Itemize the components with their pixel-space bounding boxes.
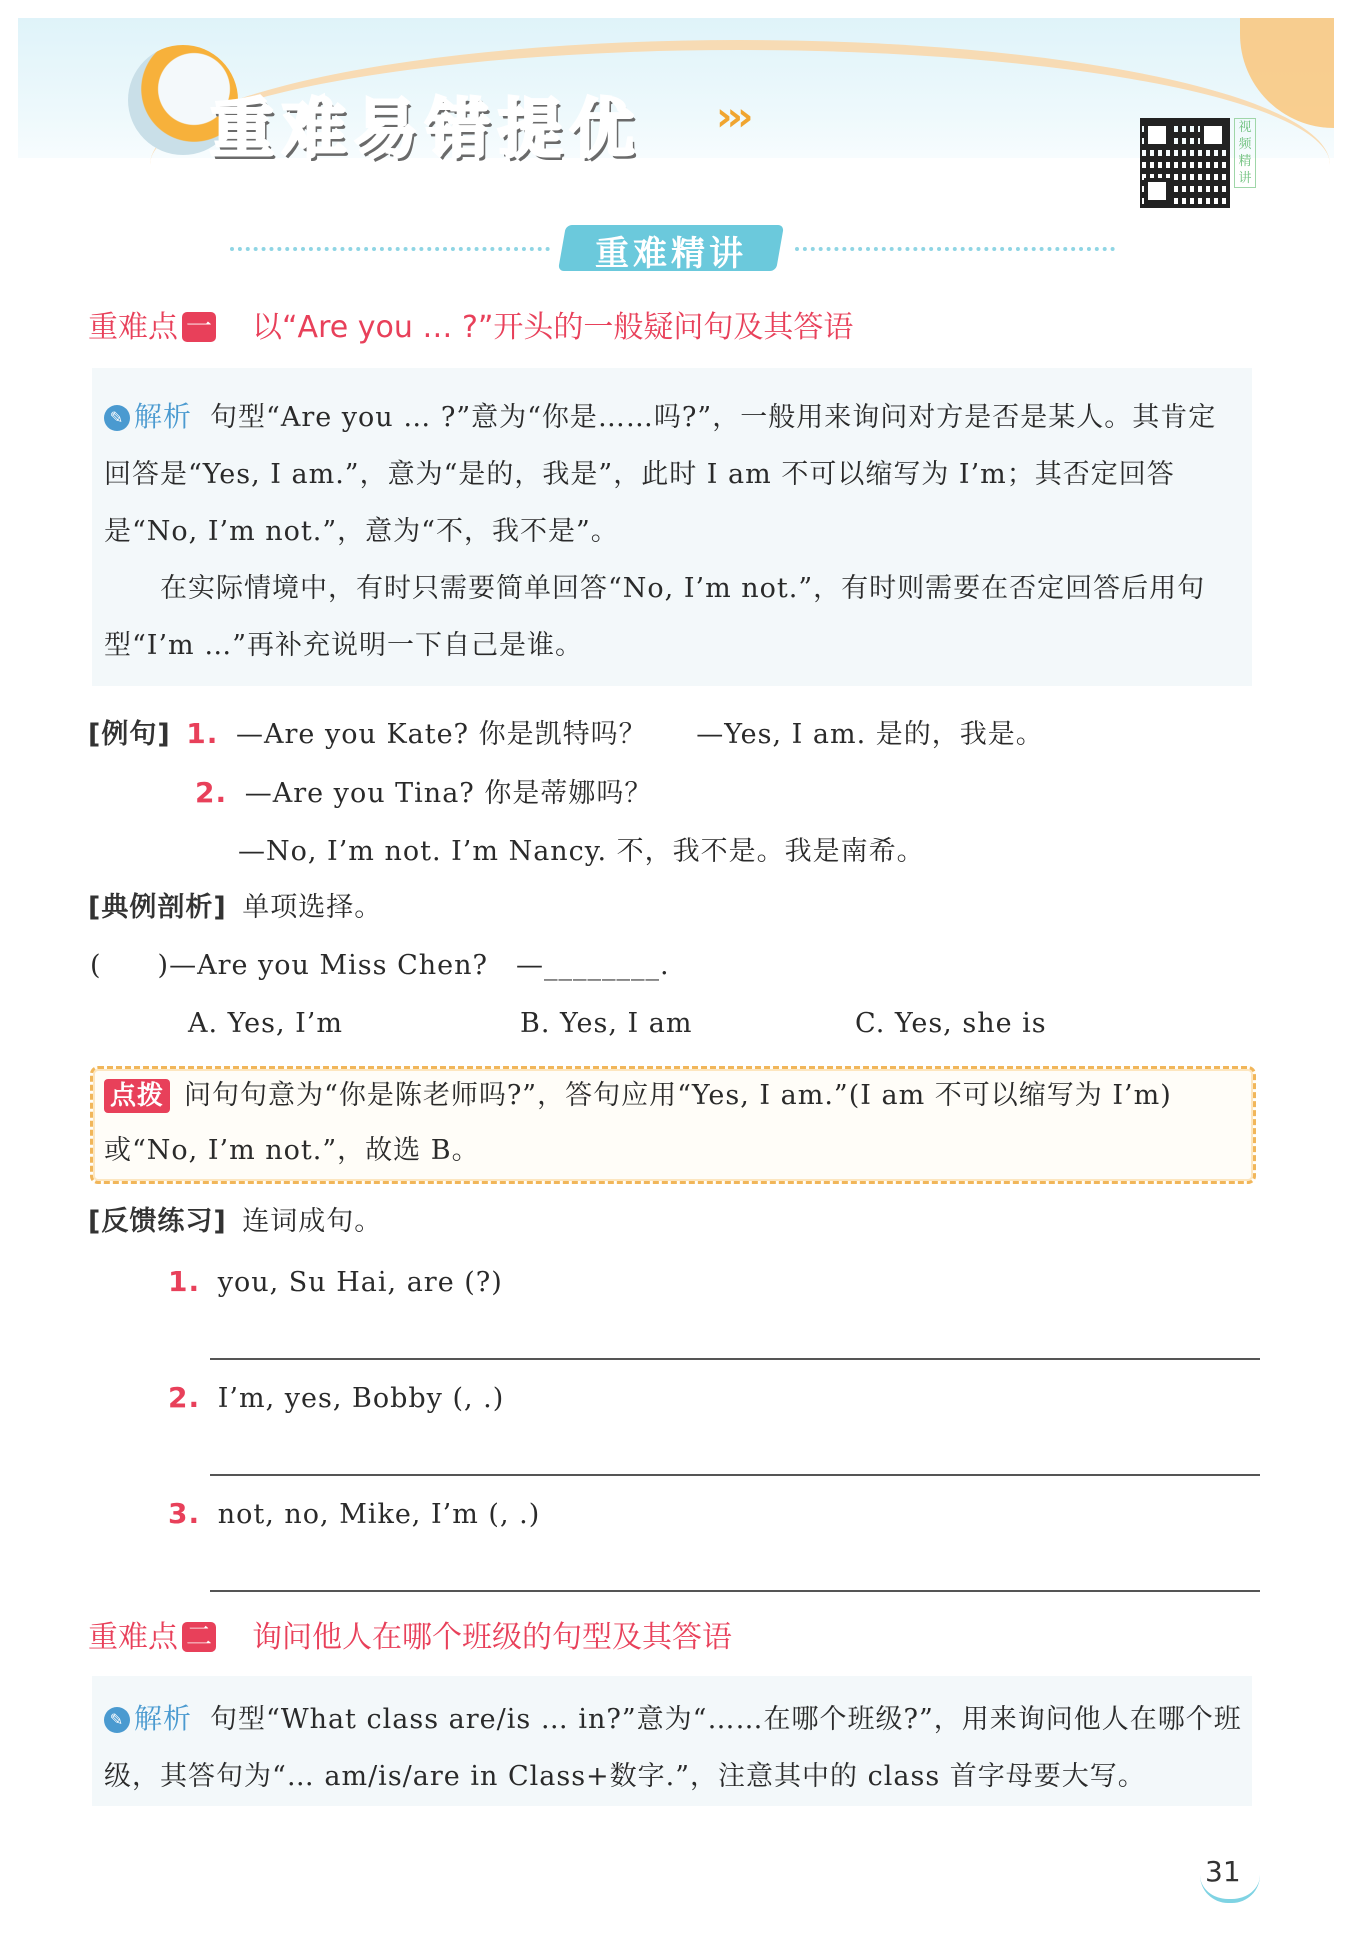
section1-heading	[88, 302, 853, 346]
analysis-paragraph-1: 句型“Are you … ?”意为“你是……吗?”，一般用来询问对方是否是某人。其肯定回答是“Yes, I am.”，意为“是的，我是”，此时 I am 不可以缩写为 I’m；其否定回答是“No, I’m not.”，意为“不，我不是”。	[104, 402, 1217, 547]
section2-number: 二	[182, 1622, 216, 1652]
dotted-divider-right	[795, 247, 1115, 251]
example-question: —Are you Kate? 你是凯特吗？	[236, 719, 647, 750]
answer-line-2[interactable]	[210, 1474, 1260, 1476]
practice-instruction: 连词成句。	[242, 1206, 383, 1237]
qr-label: 视频精讲	[1234, 118, 1256, 188]
typical-example-heading	[88, 888, 382, 928]
section2-label: 重难点	[88, 1620, 178, 1655]
tip-badge: 点拨	[104, 1079, 170, 1113]
example-1	[88, 714, 1248, 755]
example-num: 1.	[186, 717, 219, 750]
example-2-answer: —No, I’m not. I’m Nancy. 不，我不是。我是南希。	[238, 836, 925, 867]
qr-code-icon[interactable]	[1140, 118, 1230, 208]
tip-content	[104, 1068, 1244, 1178]
qr-code-block[interactable]	[1140, 118, 1260, 206]
practice-item-1: 1. you, Su Hai, are (?)	[168, 1265, 503, 1298]
section2-heading	[88, 1612, 732, 1656]
example-answer: —Yes, I am. 是的，我是。	[696, 719, 1044, 750]
section1-number: 一	[182, 312, 216, 342]
section2-title: 询问他人在哪个班级的句型及其答语	[252, 1620, 733, 1655]
page-number-arc-decoration	[1200, 1875, 1260, 1903]
double-chevron-icon: ›››	[716, 94, 748, 140]
page-number: 31	[1205, 1855, 1241, 1888]
analysis-label: ✎ 解析	[104, 1702, 192, 1735]
practice-tag: [反馈练习]	[88, 1206, 227, 1237]
typical-instruction: 单项选择。	[242, 892, 383, 923]
examples-tag: [例句]	[88, 719, 171, 750]
answer-line-1[interactable]	[210, 1358, 1260, 1360]
practice-heading	[88, 1202, 382, 1242]
section1-title: 以“Are you … ?”开头的一般疑问句及其答语	[252, 310, 854, 345]
page-title: 重难易错提优	[210, 93, 642, 167]
practice-item-2: 2. I’m, yes, Bobby (, .)	[168, 1381, 505, 1414]
example-2	[195, 773, 1245, 814]
analysis-paragraph-2: 在实际情境中，有时只需要简单回答“No, I’m not.”，有时则需要在否定回答后用句型“I’m …”再补充说明一下自己是谁。	[104, 573, 1206, 661]
practice-item-3: 3. not, no, Mike, I’m (, .)	[168, 1497, 541, 1530]
option-a[interactable]: A. Yes, I’m	[188, 1008, 343, 1039]
section2-analysis-paragraph: 句型“What class are/is … in?”意为“……在哪个班级?”，用来询问他人在哪个班级，其答句为“… am/is/are in Class+数字.”，注意其中的 class 首字母要大写。	[104, 1704, 1242, 1792]
analysis-label: ✎ 解析	[104, 400, 192, 433]
answer-line-3[interactable]	[210, 1590, 1260, 1592]
dotted-divider-left	[230, 247, 550, 251]
example-num: 2.	[195, 776, 228, 809]
typical-tag: [典例剖析]	[88, 892, 227, 923]
typical-question: ( )—Are you Miss Chen? —________.	[90, 950, 670, 981]
tip-text: 问句句意为“你是陈老师吗?”，答句应用“Yes, I am.”(I am 不可以缩写为 I’m)或“No, I’m not.”，故选 B。	[104, 1080, 1172, 1166]
pencil-icon: ✎	[104, 1707, 130, 1733]
pencil-icon: ✎	[104, 405, 130, 431]
option-c[interactable]: C. Yes, she is	[855, 1008, 1047, 1039]
subheader-title: 重难精讲	[595, 234, 747, 274]
section1-analysis	[104, 388, 1244, 560]
section2-analysis	[104, 1690, 1244, 1805]
example-question: —Are you Tina? 你是蒂娜吗？	[244, 778, 653, 809]
option-b[interactable]: B. Yes, I am	[520, 1008, 693, 1039]
section1-label: 重难点	[88, 310, 178, 345]
